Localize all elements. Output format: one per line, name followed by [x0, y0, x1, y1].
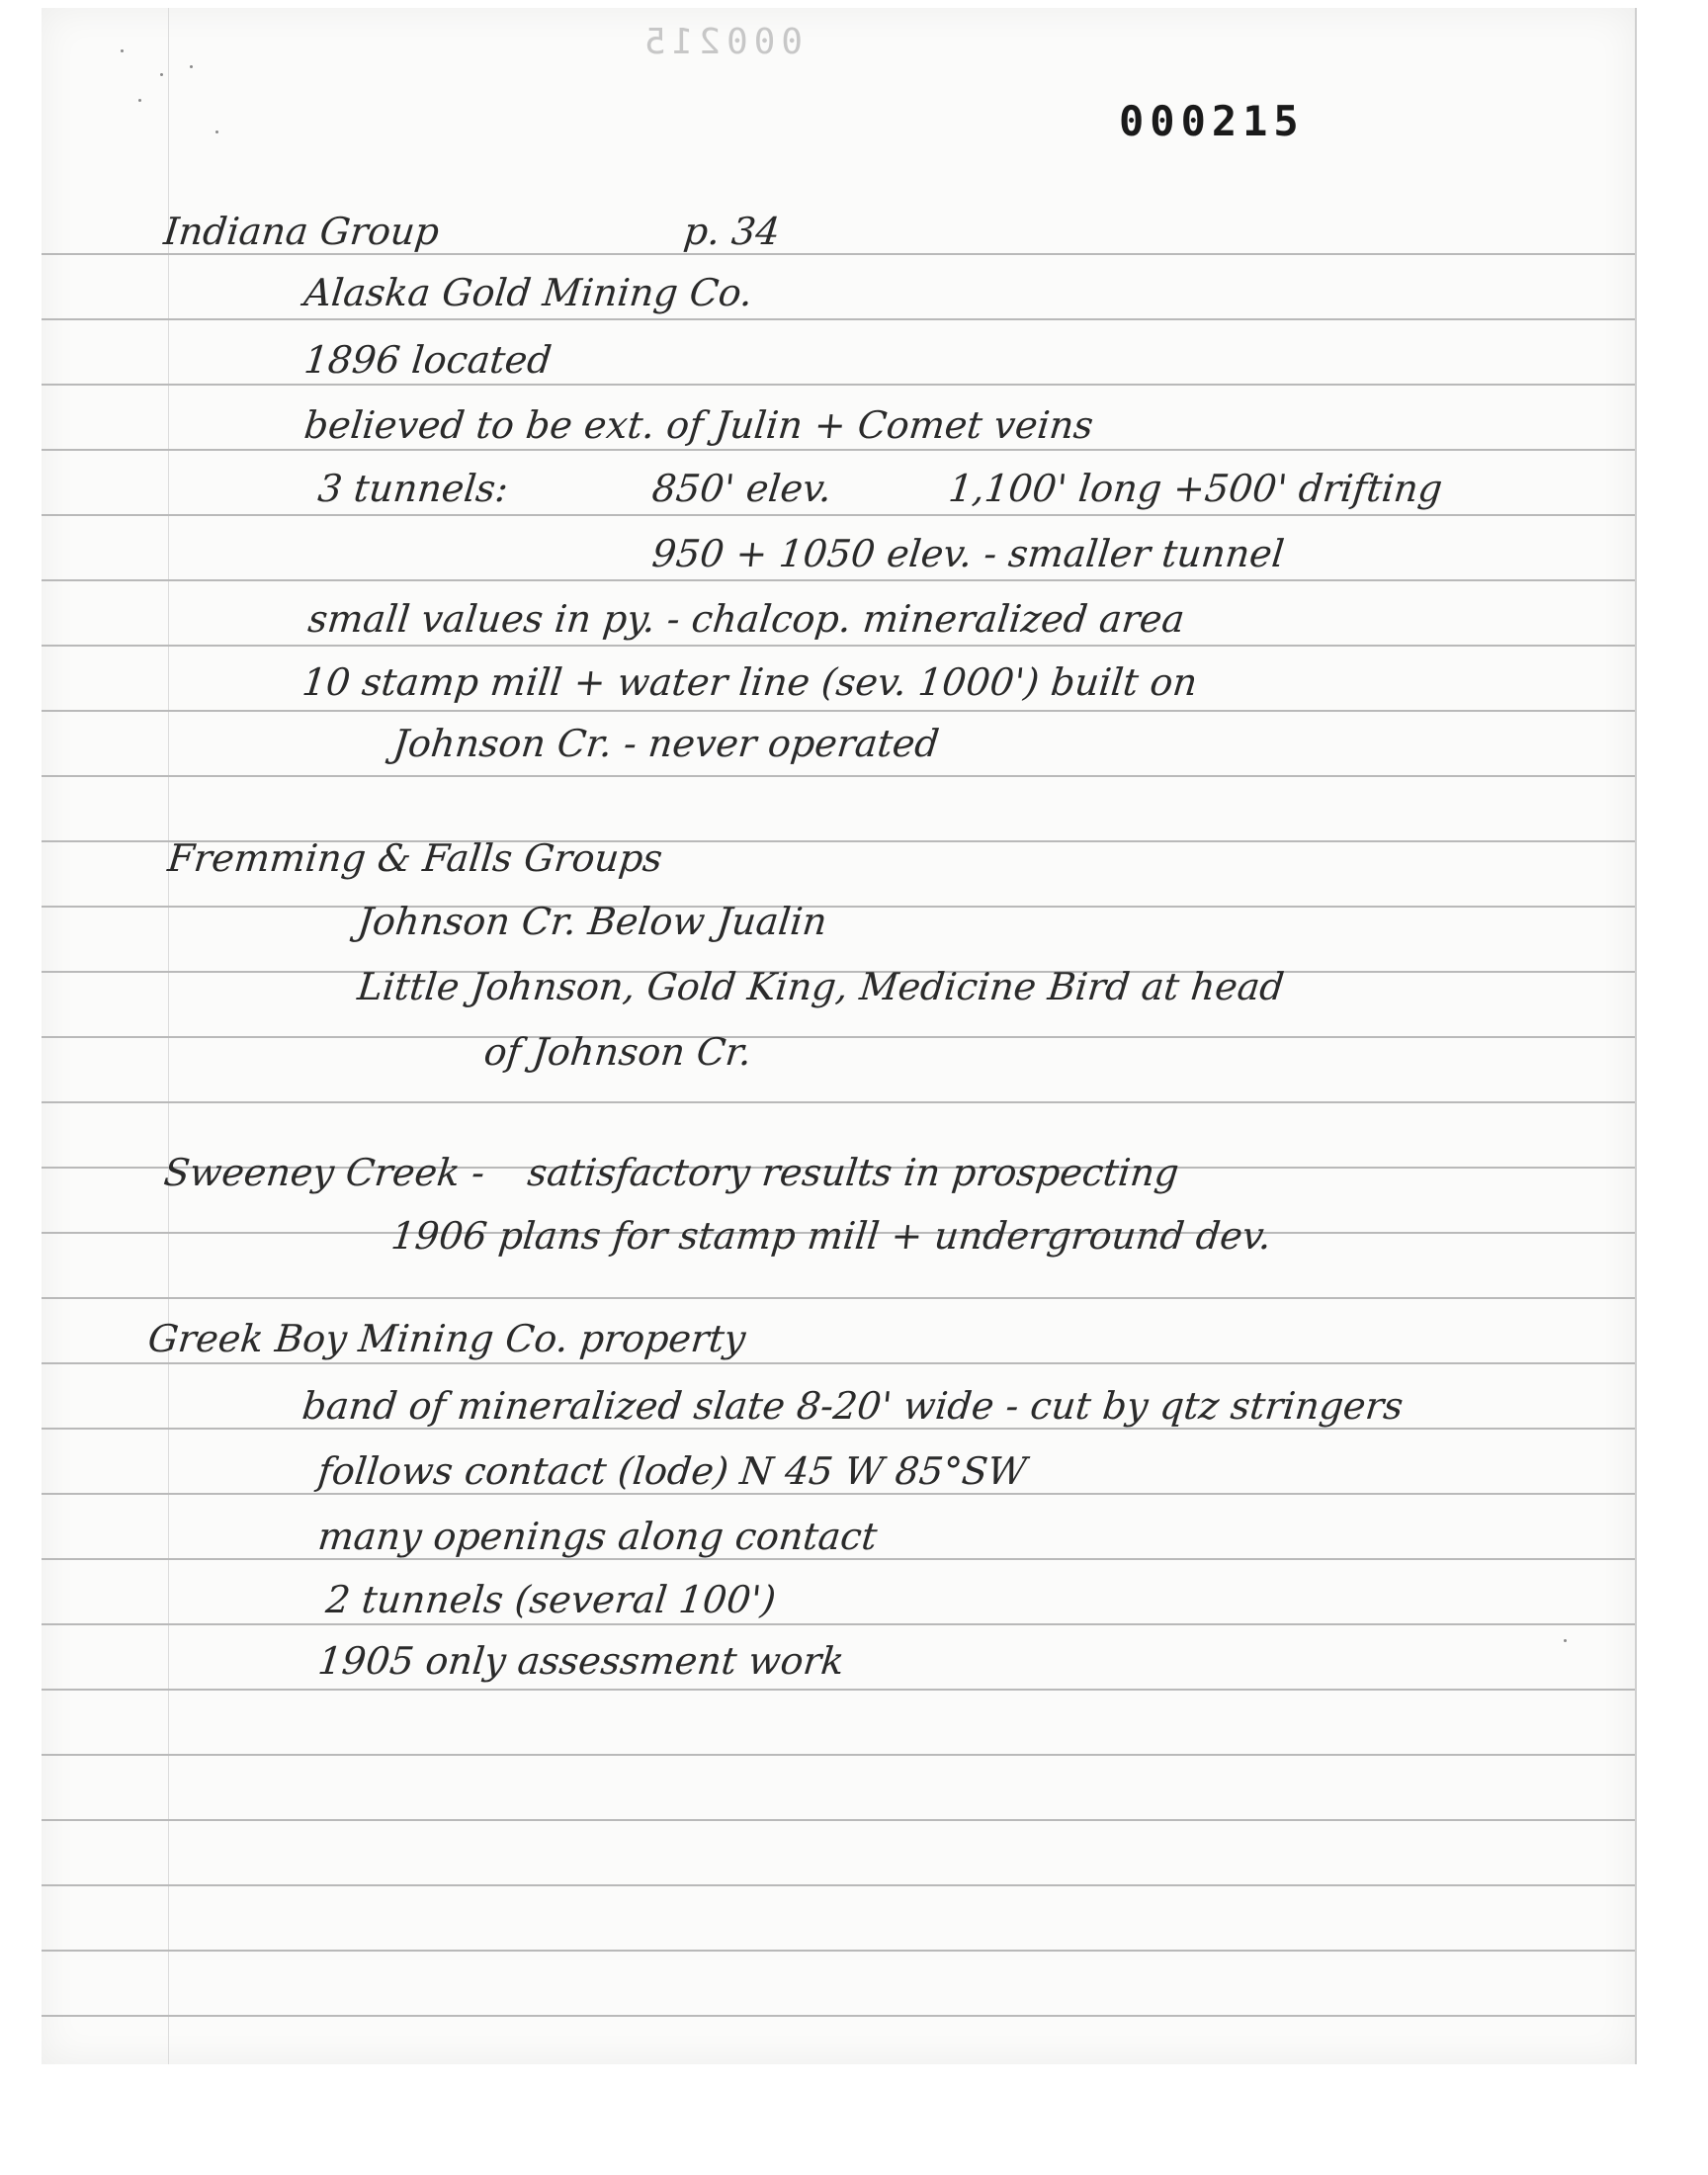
ruled-line	[42, 384, 1635, 386]
ruled-line	[42, 645, 1635, 647]
note-line: 10 stamp mill + water line (sev. 1000') built on	[299, 660, 1200, 704]
scan-speck	[1564, 1639, 1567, 1642]
scan-speck	[160, 73, 163, 76]
note-line: believed to be ext. of Julin + Comet veins	[301, 403, 1096, 447]
bleed-through-stamp-number: 000215	[639, 22, 804, 62]
note-line: Johnson Cr. - never operated	[390, 722, 942, 765]
ruled-line	[42, 579, 1635, 581]
ruled-line	[42, 775, 1635, 777]
section-heading-greek-boy: Greek Boy Mining Co. property	[145, 1317, 748, 1360]
section-heading-indiana-group: Indiana Group	[161, 210, 442, 253]
scan-speck	[190, 65, 193, 68]
ruled-line	[42, 1101, 1635, 1103]
ruled-line	[42, 1297, 1635, 1299]
ruled-line	[42, 318, 1635, 320]
scan-speck	[121, 49, 124, 52]
ruled-line	[42, 1950, 1635, 1952]
note-line: 3 tunnels:	[315, 467, 511, 510]
note-line: 850' elev.	[649, 467, 834, 510]
page-reference: p. 34	[681, 210, 783, 253]
ruled-line	[42, 1819, 1635, 1821]
ruled-line	[42, 710, 1635, 712]
note-line: 1,100' long +500' drifting	[946, 467, 1445, 510]
ruled-line	[42, 514, 1635, 516]
note-line: 1906 plans for stamp mill + underground dev.	[388, 1214, 1274, 1258]
ruled-line	[42, 253, 1635, 255]
ruled-line	[42, 1558, 1635, 1560]
ruled-line	[42, 1689, 1635, 1691]
scan-speck	[215, 130, 218, 133]
ruled-line	[42, 1754, 1635, 1756]
note-line: many openings along contact	[315, 1515, 880, 1558]
note-line: 2 tunnels (several 100')	[323, 1578, 779, 1621]
note-line: Johnson Cr. Below Jualin	[355, 900, 829, 943]
note-line: Alaska Gold Mining Co.	[301, 271, 755, 314]
ruled-line	[42, 1884, 1635, 1886]
ruled-line	[42, 906, 1635, 908]
note-line: small values in py. - chalcop. mineralized area	[305, 597, 1187, 641]
document-stamp-number: 000215	[1119, 97, 1305, 145]
ruled-line	[42, 449, 1635, 451]
note-line: follows contact (lode) N 45 W 85°SW	[315, 1449, 1029, 1493]
note-line: 1905 only assessment work	[315, 1639, 847, 1683]
ruled-line	[42, 2015, 1635, 2017]
note-line: band of mineralized slate 8-20' wide - cut by qtz stringers	[299, 1384, 1406, 1428]
scan-speck	[138, 99, 141, 102]
ruled-line	[42, 1623, 1635, 1625]
section-heading-sweeney-creek: Sweeney Creek -	[161, 1151, 487, 1194]
ruled-line	[42, 1493, 1635, 1495]
note-line: of Johnson Cr.	[481, 1030, 754, 1074]
section-heading-fremming-falls: Fremming & Falls Groups	[165, 836, 665, 880]
ruled-line	[42, 1362, 1635, 1364]
notebook-page	[42, 8, 1637, 2064]
note-line: 1896 located	[301, 338, 555, 382]
ruled-line	[42, 1428, 1635, 1430]
note-line: satisfactory results in prospecting	[525, 1151, 1181, 1194]
ruled-line	[42, 1036, 1635, 1038]
note-line: Little Johnson, Gold King, Medicine Bird at head	[355, 965, 1287, 1008]
note-line: 950 + 1050 elev. - smaller tunnel	[649, 532, 1287, 575]
